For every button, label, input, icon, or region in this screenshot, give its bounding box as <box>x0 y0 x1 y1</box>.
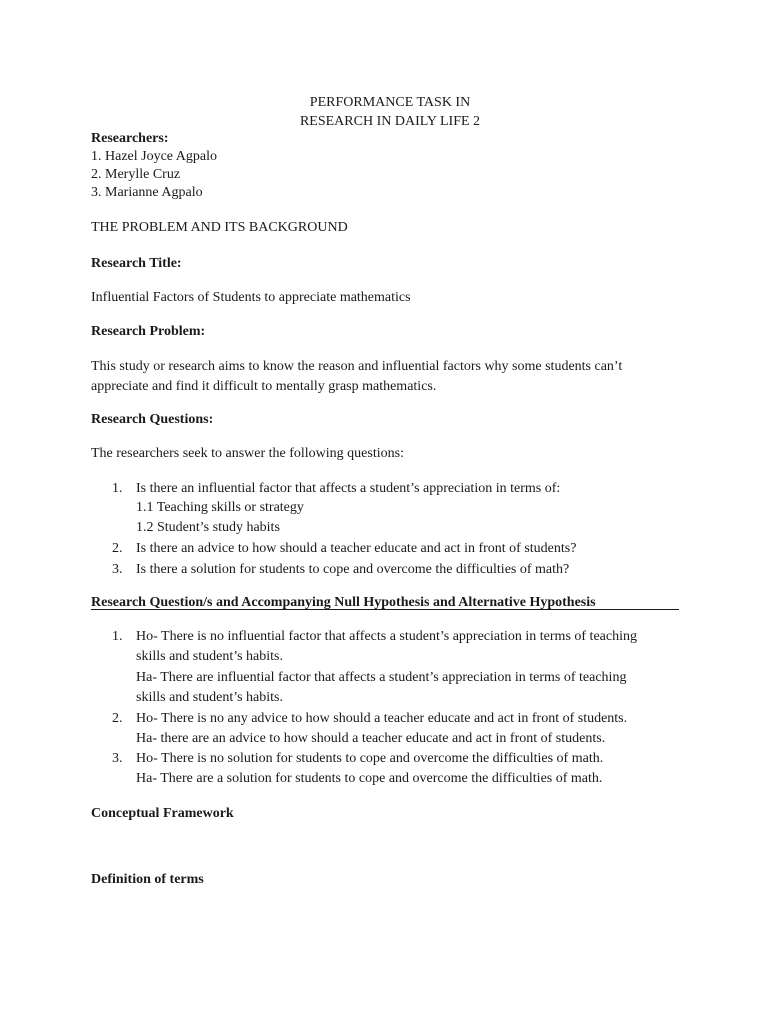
list-number: 2. <box>112 711 123 726</box>
conceptual-framework-label: Conceptual Framework <box>91 806 234 821</box>
list-number: 2. <box>112 541 123 556</box>
list-item: Ha- There are a solution for students to cope and overcome the difficulties of math. <box>136 771 603 786</box>
list-item: Ho- There is no solution for students to cope and overcome the difficulties of math. <box>136 751 604 766</box>
list-item: Ha- There are influential factor that affects a student’s appreciation in terms of teaching <box>136 670 627 685</box>
list-item: Ho- There is no any advice to how should a teacher educate and act in front of students. <box>136 711 628 726</box>
list-item: 1.2 Student’s study habits <box>136 520 280 535</box>
list-item: skills and student’s habits. <box>136 649 283 664</box>
list-item: 1.1 Teaching skills or strategy <box>136 500 304 515</box>
list-item: Is there an advice to how should a teacher educate and act in front of students? <box>136 541 577 556</box>
research-problem-line: This study or research aims to know the reason and influential factors why some students can’t <box>91 359 623 374</box>
definition-of-terms-label: Definition of terms <box>91 872 204 887</box>
research-title-text: Influential Factors of Students to appreciate mathematics <box>91 290 411 305</box>
research-problem-line: appreciate and find it difficult to mentally grasp mathematics. <box>91 379 437 394</box>
list-number: 1. <box>112 629 123 644</box>
hypothesis-label: Research Question/s and Accompanying Null Hypothesis and Alternative Hypothesis <box>91 595 596 610</box>
research-questions-label: Research Questions: <box>91 412 214 427</box>
researcher-name: 1. Hazel Joyce Agpalo <box>91 149 217 164</box>
researcher-name: 3. Marianne Agpalo <box>91 185 203 200</box>
document-title-line2: RESEARCH IN DAILY LIFE 2 <box>299 114 481 129</box>
document-title-line1: PERFORMANCE TASK IN <box>309 95 471 110</box>
research-questions-intro: The researchers seek to answer the following questions: <box>91 446 404 461</box>
section-title: THE PROBLEM AND ITS BACKGROUND <box>91 220 348 235</box>
heading-underline <box>91 609 679 610</box>
list-number: 3. <box>112 751 123 766</box>
list-number: 3. <box>112 562 123 577</box>
list-item: skills and student’s habits. <box>136 690 283 705</box>
list-item: Ha- there are an advice to how should a teacher educate and act in front of students. <box>136 731 606 746</box>
research-problem-label: Research Problem: <box>91 324 206 339</box>
researcher-name: 2. Merylle Cruz <box>91 167 181 182</box>
research-title-label: Research Title: <box>91 256 182 271</box>
list-item: Is there a solution for students to cope and overcome the difficulties of math? <box>136 562 570 577</box>
list-item: Is there an influential factor that affects a student’s appreciation in terms of: <box>136 481 561 496</box>
list-number: 1. <box>112 481 123 496</box>
list-item: Ho- There is no influential factor that affects a student’s appreciation in terms of teaching <box>136 629 637 644</box>
researchers-label: Researchers: <box>91 131 169 146</box>
